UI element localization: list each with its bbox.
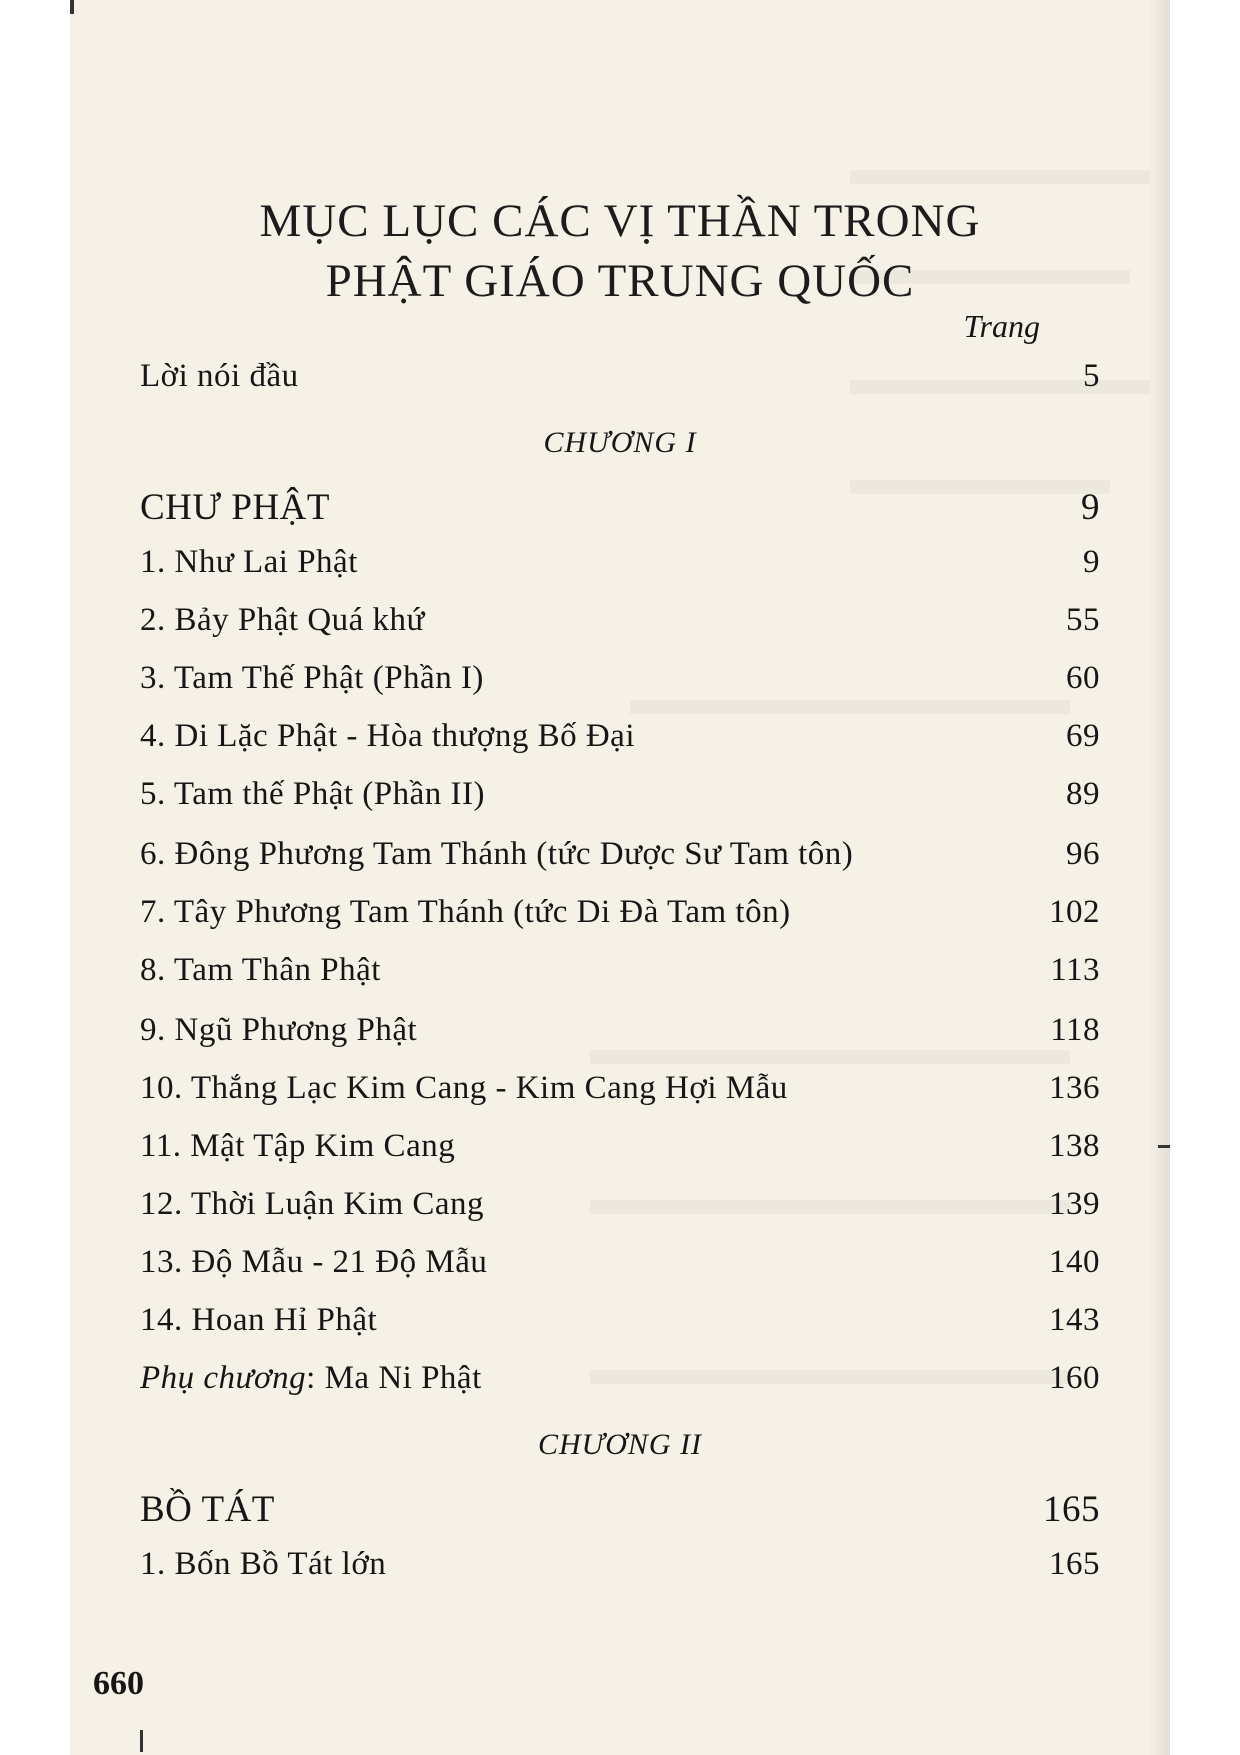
- toc-entry-label: 4. Di Lặc Phật - Hòa thượng Bố Đại: [140, 718, 636, 754]
- section-heading-label: CHƯ PHẬT: [140, 487, 330, 528]
- toc-entry-label: 14. Hoan Hỉ Phật: [140, 1302, 378, 1338]
- toc-entry[interactable]: [140, 1546, 1100, 1588]
- toc-entry-page: 139: [1049, 1186, 1100, 1222]
- section-heading-label: BỒ TÁT: [140, 1489, 275, 1530]
- section-heading-page: 9: [1081, 487, 1100, 528]
- appendix-title: : Ma Ni Phật: [306, 1360, 482, 1396]
- toc-entry[interactable]: [140, 1070, 1100, 1112]
- toc-entry[interactable]: [140, 1012, 1100, 1054]
- toc-entry[interactable]: [140, 602, 1100, 644]
- toc-entry-label: 13. Độ Mẫu - 21 Độ Mẫu: [140, 1244, 488, 1280]
- toc-entry-label: 8. Tam Thân Phật: [140, 952, 381, 988]
- toc-entry-label: 11. Mật Tập Kim Cang: [140, 1128, 456, 1164]
- toc-entry-page: 96: [1066, 836, 1100, 872]
- toc-entry[interactable]: [140, 1186, 1100, 1228]
- toc-title-line-1: MỤC LỤC CÁC VỊ THẦN TRONG: [259, 195, 981, 247]
- section-heading-page: 165: [1043, 1489, 1100, 1530]
- chapter-2-label: CHƯƠNG II: [537, 1428, 703, 1461]
- toc-entry-label: Lời nói đầu: [140, 358, 299, 394]
- toc-entry-label: 12. Thời Luận Kim Cang: [140, 1186, 485, 1222]
- toc-entry[interactable]: [140, 952, 1100, 994]
- book-page: [70, 0, 1170, 1755]
- toc-entry-label: [140, 1360, 482, 1397]
- toc-entry-label: 1. Như Lai Phật: [140, 544, 358, 580]
- page-folio: 660: [93, 1665, 144, 1702]
- appendix-prefix: Phụ chương: [140, 1360, 307, 1396]
- page-column-label: Trang: [963, 308, 1040, 344]
- toc-entry-page: 60: [1066, 660, 1100, 696]
- toc-entry[interactable]: [140, 894, 1100, 936]
- toc-entry[interactable]: [140, 718, 1100, 760]
- toc-entry[interactable]: [140, 1302, 1100, 1344]
- toc-entry-page: 143: [1049, 1302, 1100, 1338]
- toc-entry[interactable]: [140, 660, 1100, 702]
- toc-entry-page: 102: [1049, 894, 1100, 930]
- toc-entry[interactable]: [140, 776, 1100, 818]
- toc-entry-page: 89: [1066, 776, 1100, 812]
- toc-entry-label: 1. Bốn Bồ Tát lớn: [140, 1546, 387, 1582]
- toc-entry-page: 9: [1083, 544, 1100, 580]
- scan-mark-top: [70, 0, 74, 14]
- toc-title-line-2: PHẬT GIÁO TRUNG QUỐC: [325, 255, 915, 307]
- toc-entry-label: 2. Bảy Phật Quá khứ: [140, 602, 425, 638]
- toc-entry-label: 5. Tam thế Phật (Phần II): [140, 776, 486, 812]
- chapter-1-heading[interactable]: [140, 486, 1100, 528]
- toc-entry-label: 6. Đông Phương Tam Thánh (tức Dược Sư Tam tôn): [140, 836, 854, 872]
- toc-entry-appendix[interactable]: [140, 1360, 1100, 1402]
- toc-entry-label: 3. Tam Thế Phật (Phần I): [140, 660, 484, 696]
- toc-entry-label: 10. Thắng Lạc Kim Cang - Kim Cang Hợi Mẫu: [140, 1070, 788, 1106]
- chapter-2-heading[interactable]: [140, 1488, 1100, 1530]
- toc-entry-label: 9. Ngũ Phương Phật: [140, 1012, 418, 1048]
- toc-entry-page: 69: [1066, 718, 1100, 754]
- toc-entry[interactable]: [140, 1128, 1100, 1170]
- toc-entry[interactable]: [140, 836, 1100, 878]
- toc-entry-page: 160: [1049, 1360, 1100, 1396]
- toc-entry-page: 165: [1049, 1546, 1100, 1582]
- toc-entry-page: 5: [1083, 358, 1100, 394]
- toc-entry-preface[interactable]: [140, 358, 1100, 400]
- toc-entry-page: 55: [1066, 602, 1100, 638]
- scan-mark-right: [1158, 1145, 1170, 1148]
- scan-mark-bottom: [140, 1730, 143, 1752]
- chapter-1-label: CHƯƠNG I: [543, 426, 697, 459]
- toc-entry[interactable]: [140, 544, 1100, 586]
- toc-entry[interactable]: [140, 1244, 1100, 1286]
- toc-entry-label: 7. Tây Phương Tam Thánh (tức Di Đà Tam tôn): [140, 894, 791, 930]
- toc-entry-page: 136: [1049, 1070, 1100, 1106]
- toc-entry-page: 113: [1050, 952, 1100, 988]
- toc-entry-page: 118: [1050, 1012, 1100, 1048]
- toc-entry-page: 140: [1049, 1244, 1100, 1280]
- toc-entry-page: 138: [1049, 1128, 1100, 1164]
